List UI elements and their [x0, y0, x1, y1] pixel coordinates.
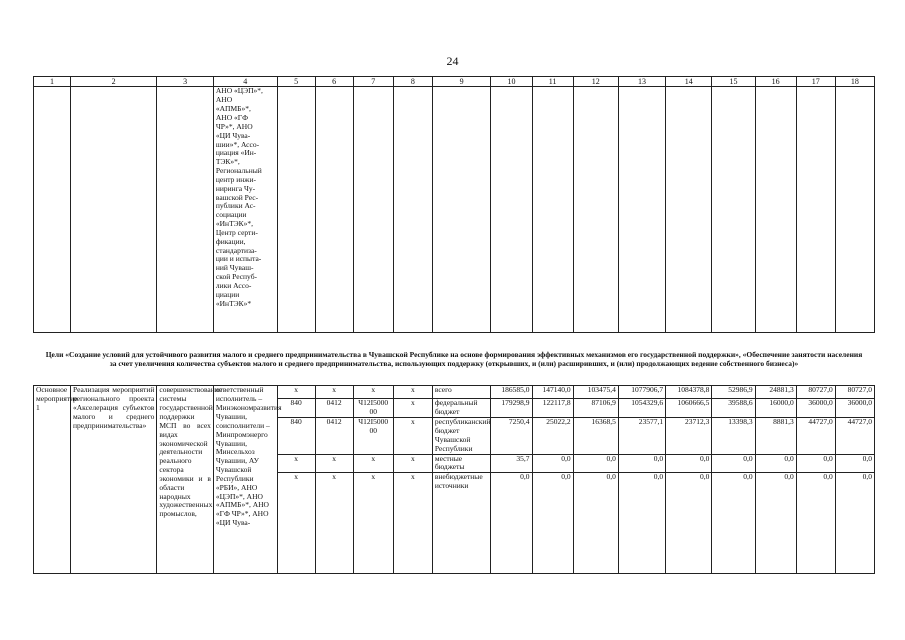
goal-text: Цели «Создание условий для устойчивого развития малого и среднего предпринимательства в Чувашской Республике на основе формирования эффективных механизмов его государственной поддержки», «Обеспечение занятости населения за счет увеличения количества субъектов малого и среднего предпринимательства, использующих поддержку (открывших, и (или) расширивших, и (или) продолжающих ведение собственного бизнеса)» — [34, 333, 875, 386]
continuation-row — [34, 87, 875, 333]
event-number: Основное мероприятие 1 — [34, 386, 71, 574]
executors-continuation: АНО «ЦЭП»*, АНО «АПМБ»*, АНО «ГФ ЧР»*, АНО «ЦИ Чува- шии»*, Ассо- циация «Ин- ТЭК»*, Региональный центр инжи- ниринга Чу- вашской Рес- публики Ас- социации «ИнТЭК»*, Центр серти- фикации, стандартиза- ции и испыта- ний Чуваш- ской Респуб- лики Ассо- циации «ИнТЭК»* — [213, 87, 277, 333]
table-row: Основное мероприятие 1 Реализация мероприятий регионального проекта «Акселерация субъектов малого и среднего предпринимательства» совершенствование системы государственной поддержки МСП во всех видах экономической деятельности реального сектора экономики и в области народных художественных промыслов, ответственный исполнитель – Минэкономразвития Чувашии, соисполнители – Минпромэнерго Чувашии, Минсельхоз Чувашии, АУ Чувашской Республики «РБИ», АНО «ЦЭП»*, АНО «АПМБ»*, АНО «ГФ ЧР»*, АНО «ЦИ Чува- x x x x всего 186585,0 147140,0 103475,4 1077906,7 1084378,8 52986,9 24881,3 80727,0 80727,0 — [34, 386, 875, 399]
header-cell: 11 — [532, 77, 573, 87]
event-title: Реализация мероприятий регионального проекта «Акселерация субъектов малого и среднего предпринимательства» — [71, 386, 157, 574]
header-cell: 17 — [796, 77, 835, 87]
table-row: x x x x внебюджетные источники 0,0 0,0 0,0 0,0 0,0 0,0 0,0 0,0 0,0 — [34, 473, 875, 574]
header-cell: 7 — [353, 77, 393, 87]
header-cell: 14 — [666, 77, 712, 87]
header-cell: 4 — [213, 77, 277, 87]
header-cell: 18 — [835, 77, 874, 87]
program-table — [33, 76, 875, 574]
table-row: x x x x местные бюджеты 35,7 0,0 0,0 0,0 0,0 0,0 0,0 0,0 0,0 — [34, 454, 875, 473]
page-number: 24 — [446, 54, 459, 68]
header-cell: 10 — [491, 77, 532, 87]
header-cell: 8 — [393, 77, 432, 87]
header-cell: 2 — [71, 77, 157, 87]
header-cell: 3 — [157, 77, 214, 87]
header-cell: 12 — [573, 77, 618, 87]
header-cell: 15 — [712, 77, 755, 87]
header-cell: 5 — [277, 77, 315, 87]
header-cell: 16 — [755, 77, 796, 87]
header-cell: 1 — [34, 77, 71, 87]
header-row — [34, 77, 875, 87]
table-row: 840 0412 Ч12I5000 00 x федеральный бюджет 179298,9 122117,8 87106,9 1054329,6 1060666,5 39588,6 16000,0 36000,0 36000,0 — [34, 399, 875, 418]
goal-row — [34, 333, 875, 386]
event-goal: совершенствование системы государственной поддержки МСП во всех видах экономической деятельности реального сектора экономики и в области народных художественных промыслов, — [157, 386, 214, 574]
table-row: 840 0412 Ч12I5000 00 x республиканский бюджет Чувашской Республики 7250,4 25022,2 16368,5 23577,1 23712,3 13398,3 8881,3 44727,0 44727,0 — [34, 418, 875, 454]
event-executors: ответственный исполнитель – Минэкономразвития Чувашии, соисполнители – Минпромэнерго Чувашии, Минсельхоз Чувашии, АУ Чувашской Республики «РБИ», АНО «ЦЭП»*, АНО «АПМБ»*, АНО «ГФ ЧР»*, АНО «ЦИ Чува- — [213, 386, 277, 574]
header-cell: 6 — [315, 77, 353, 87]
header-cell: 13 — [618, 77, 665, 87]
header-cell: 9 — [432, 77, 491, 87]
